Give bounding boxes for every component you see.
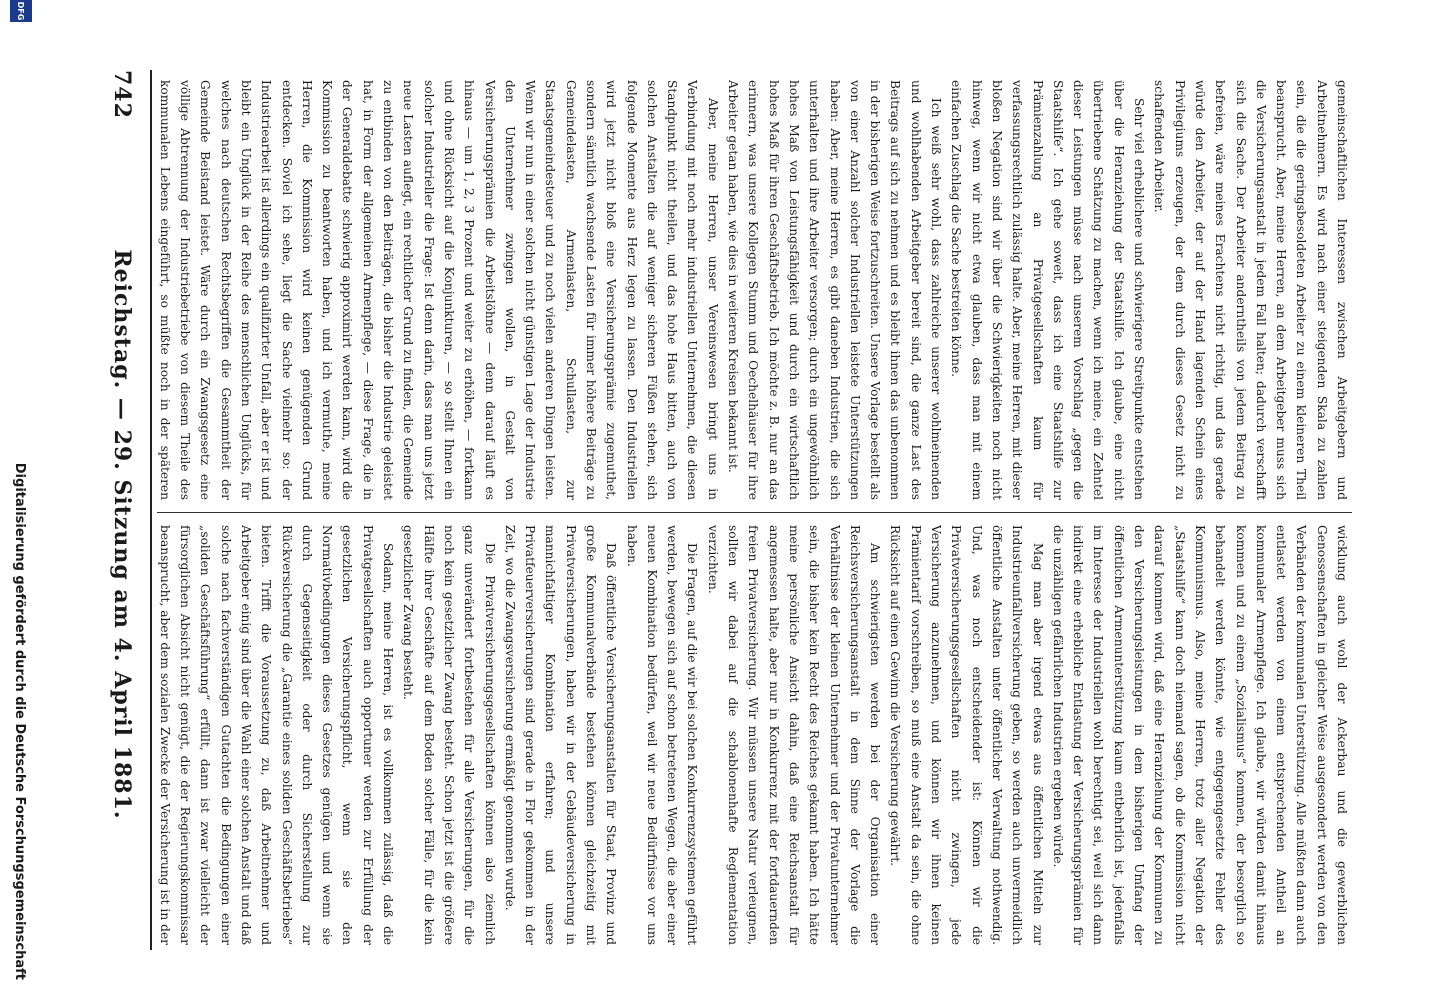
page-number: 742 bbox=[109, 70, 135, 119]
paragraph: Sehr viel erheblichere und schwierigere Streitpunkte entstehen über die Heranziehung der Staatshilfe. Ich glaube, eine nicht übertriebene Schätzung zu machen, wenn ich meine, ein Zehntel dieser Leistungen müsse nach unserem Vorschlag „gegen die Staatshilfe“. Ich gehe soweit, dass ich eine Staatshilfe zur Prämienzahlung an Privatgesellschaften kaum für verfassungsrechtlich zulässig halte. Aber, meine Herren, mit dieser bloßen Negation sind wir über die Schwierigkeiten noch nicht hinweg, wenn wir nicht etwa glauben, dass man mit einem einfachen Zuschlag die Sache bestreiten könne. bbox=[949, 80, 1147, 500]
page-header bbox=[102, 70, 142, 950]
right-column bbox=[157, 525, 1352, 945]
paragraph: Am schwierigsten werden bei der Organisation einer Reichsversicherungsanstalt in dem Sinne der Vorlage die Verhältnisse der kleinen Unternehmer und der Privatunternehmer sein, die bisher kein Recht des Reiches gekannt haben. Ich hätte meine persönliche Ansicht dahin, daß eine Reichsanstalt für angemessen halte, aber nur in Konkurrenz mit der fortdauernden freien Privatversicherung. Wir müssen unsere Natur verleugnen, sollten wir dabei auf die schablonenhafte Reglementation verzichten. bbox=[705, 525, 883, 945]
header-rule bbox=[150, 70, 152, 950]
left-column bbox=[157, 80, 1352, 500]
digitization-note: Digitalisierung gefördert durch die Deutsche Forschungsgemeinschaft bbox=[12, 462, 27, 980]
column-divider bbox=[157, 512, 1352, 513]
paragraph: Aber, meine Herren, unser Vereinswesen bringt uns in Verbindung mit noch mehr industriellen Unternehmen, die diesen Standpunkt nicht theilen, und das hohe Haus bitten, auch von solchen Anstalten die auf weniger sicheren Füßen stehen, sich folgende Momente aus Herz legen zu lassen. Den Industriellen wird jetzt nicht bloß eine Versicherungsprämie zugemuthet, sondern sämtlich wachsende Lasten für immer höhere Beiträge zu Gemeindelasten, Armenlasten, Schullasten, zur Staatsgemeindesteuer und zu noch vielen anderen Dingen leisten. Wenn wir nun in einer solchen nicht günstigen Lage der Industrie den Unternehmer zwingen wollen, in Gestalt von Versicherungsprämien die Arbeitslöhne — denn darauf läuft es hinaus — um 1, 2, 3 Prozent und weiter zu erhöhen, — fortkann und ohne Rücksicht auf die Konjunkturen, — so stellt Ihnen ein solcher Industrieller die Frage: Ist denn darin, dass man uns jetzt neue Lasten auflegt, ein rechtlicher Grund zu finden, die Gemeinde zu entbinden von den Beiträgen, die bisher die Industrie geleistet hat, in Form der allgemeinen Armenpflege, — diese Frage, die in der Generaldebatte schwierig approximirt werden kann, wird die Kommission zu beantworten haben, und ich vermuthe, meine Herren, die Kommission wird keinen genügenden Grund entdecken. Soviel ich sehe, liegt die Sache vielmehr so: der Industriearbeit ist allerdings ein qualifizirter Unfall, aber er ist und bleibt ein Unglück in der Reihe des menschlichen Unglücks, für welches nach deutschen Rechtsbegriffen die Gesammtheit der Gemeinde Beistand leistet. Wäre durch ein Zwangsgesetz eine völlige Abtrennung der Industriebetriebe von diesem Theile des kommunalen Lebens eingeführt, so müßte noch in der späteren bbox=[157, 80, 720, 500]
paragraph: wicklung auch wohl der Ackerbau und die gewerblichen Genossenschaften in gleicher Weise ausgesondert werden von den Verbänden der kommunalen Unterstützung. Alle müßten dann auch entlastet werden von einem entsprechenden Antheil an kommunaler Armenpflege. Ich glaube, wir würden damit hinaus kommen und zu einem „Sozialismus“ kommen, der besorglich so behandelt werden könnte, wie entgegengesetzte Fehler des Kommunismus. Also, meine Herren, trotz aller Negation der „Staatshilfe“ kann doch niemand sagen, ob die Kommission nicht darauf kommen wird, daß eine Heranziehung der Kommunen zu den Versicherungsleistungen in dem bisherigen Umfang der öffentlichen Armenunterstützung kaum entbehrlich ist, jedenfalls im Interesse der Industriellen wohl berechtigt sei, weil sich dann indirekt eine erhebliche Entlastung der Versicherungsprämien für die unzähligen gefährlichen Industrien ergeben würde. bbox=[1050, 525, 1349, 945]
paragraph: Daß öffentliche Versicherungsanstalten für Staat, Provinz und große Kommunalverbände bestehen können gleichzeitig mit Privatversicherungen, haben wir in der Gebäudeversicherung in mannichfaltiger Kombination erfahren; und unsere Privatfeuerversicherungen sind gerade in Flor gekommen in der Zeit, wo die Zwangsversicherung ermäßigt genommen wurde. bbox=[502, 525, 619, 945]
paragraph: Mag man aber irgend etwas aus öffentlichen Mitteln zur Industrieunfallversicherung geben, so werden auch unvermeidlich öffentliche Anstalten unter öffentlicher Verwaltung nothwendig. Und, was noch entscheidender ist: Können wir die Privatversicherungsgesellschaften nicht zwingen, jede Versicherung anzunehmen, und können wir ihnen keinen Prämientarif vorschreiben, so muß eine Anstalt da sein, die ohne Rücksicht auf einen Gewinn die Versicherung gewährt. bbox=[888, 525, 1045, 945]
paragraph: gemeinschaftlichen Interessen zwischen Arbeitgebern und Arbeitnehmern. Es wird nach einer steigenden Skala zu zahlen sein, die die geringsbesoldeten Arbeiter zu einem kleineren Theil beansprucht. Aber, meine Herren, an dem Arbeitgeber muss sich die Versicherungsanstalt in jedem Fall halten; dadurch verschafft sich die Sache. Der Arbeiter anderntheils von jedem Beitrag zu befreien, wäre meines Erachtens nicht richtig, und das gerade würde den Arbeiter, der auf der Hand lagenden Schein eines Privilegiums erzeugen, der dem durch dieses Gesetz nicht zu schaffenden Arbeiter. bbox=[1152, 80, 1349, 500]
paragraph: Die Privatversicherungsgesellschaften können also ziemlich ganz unverändert fortbestehen für alle Versicherungen, für die noch kein gesetzlicher Zwang besteht. Schon jetzt ist die größere Hälfte ihrer Geschäfte auf dem Boden solcher Fälle, für die kein gesetzlicher Zwang besteht. bbox=[401, 525, 497, 945]
dfg-logo-icon: DFG bbox=[10, 0, 32, 22]
paragraph: Sodann, meine Herren, ist es vollkommen zulässig, daß die Privatgesellschaften auch opportuner werden zur Erfüllung der gesetzlichen Versicherungspflicht, wenn sie den Normativbedingungen dieses Gesetzes genügen und wenn sie durch Gegenseitigkeit oder durch Sicherstellung zur Rückversicherung die „Garantie eines soliden Geschäftsbetriebes“ bieten. Trifft die Voraussetzung zu, daß Arbeitnehmer und Arbeitgeber einig sind über die Wahl einer solchen Anstalt und daß solche nach fachverständigen Gutachten die Bedingungen einer „soliden Geschäftsführung“ erfüllt, dann ist zwar vielleicht der fürsorglichen Absicht nicht genügt, die der Regierungskommissar beansprucht, aber dem sozialen Zwecke der Versicherung ist in der bbox=[157, 525, 396, 945]
running-title: Reichstag. — 29. Sitzung am 4. April 1881. bbox=[109, 249, 135, 820]
paragraph: Die Fragen, auf die wir bei solchen Konkurrenzsystemen geführt werden, bewegen sich auf schon betretenen Wegen, die aber einer neuen Kombination bedürfen, weil wir neue Bedürfnisse vor uns haben. bbox=[624, 525, 700, 945]
paragraph: Ich weiß sehr wohl, dass zahlreiche unserer wohlmeinenden und wohlhabenden Arbeitgeber bereit sind, die ganze Last des Beitrags auf sich zu nehmen und es bleibt ihnen das unbenommen in der bisherigen Weise fortzuschreiten. Unsere Vorlage bestellt als von einer Anzahl solcher Industriellen leistete Unterstützungen haben: Aber, meine Herren, es gibt daneben Industrien, die sich unterhalten und ihre Arbeiter versorgen; durch ein ungewöhnlich hohes Maß von Leistungsfähigkeit und durch ein wirtschaftlich hohes Maß für ihren Geschäftsbetrieb. Ich möchte z. B. nur an das erinnern, was unsere Kollegen Stumm und Oechelhäuser für ihre Arbeiter getan haben, wie dies in weiteren Kreisen bekannt ist. bbox=[726, 80, 944, 500]
